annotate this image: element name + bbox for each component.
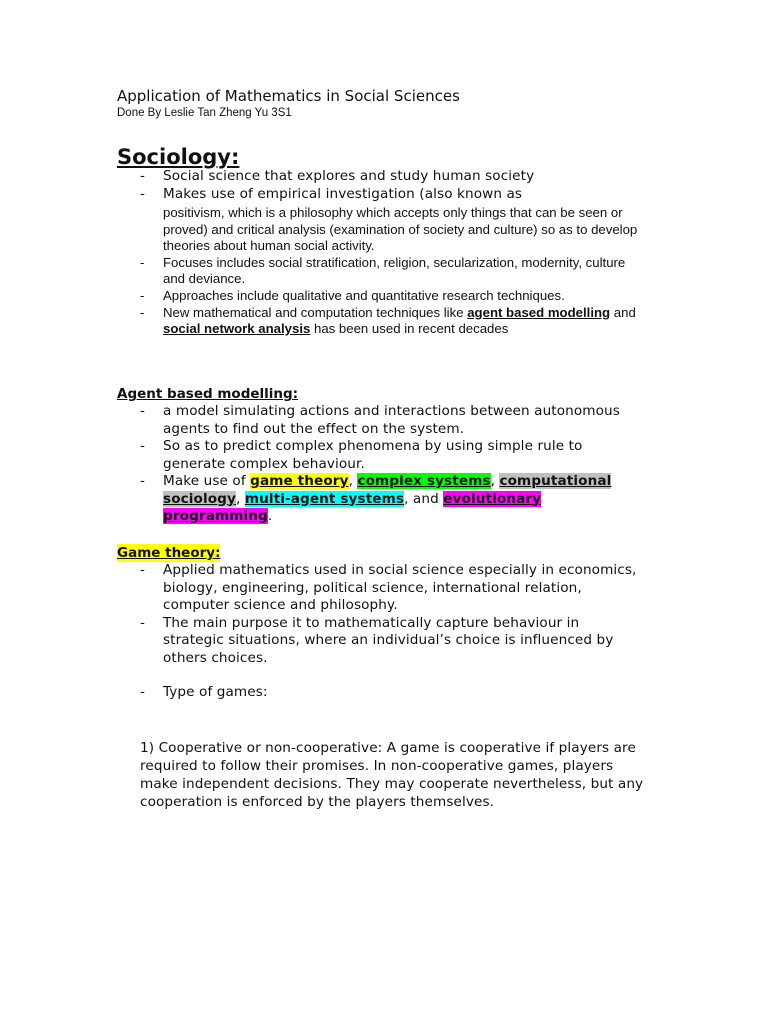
document-title: Application of Mathematics in Social Sciences — [117, 87, 460, 105]
list-item: - So as to predict complex phenomena by using simple rule to generate complex behaviour. — [140, 438, 583, 472]
bullet-dash: - — [140, 438, 146, 454]
list-item: - Makes use of empirical investigation (also known as — [140, 185, 523, 202]
list-item-continuation: positivism, which is a philosophy which accepts only things that can be seen or proved) and critical analysis (examination of society and culture) so as to develop theories about human social activity. — [163, 205, 638, 254]
bullet-dash: - — [140, 614, 146, 631]
list-item: - Focuses includes social stratification, religion, secularization, modernity, culture and deviance. — [140, 254, 626, 287]
bullet-dash: - — [140, 684, 146, 700]
bullet-dash: - — [140, 304, 145, 320]
list-item: - Approaches include qualitative and quantitative research techniques. — [140, 287, 565, 303]
term-social-network-analysis: social network analysis — [163, 321, 311, 337]
list-item: - a model simulating actions and interactions between autonomous agents to find out the effect on the system. — [140, 403, 620, 437]
sociology-heading: Sociology: — [117, 145, 240, 169]
list-item: - Social science that explores and study human society — [140, 168, 535, 184]
bullet-dash: - — [140, 287, 145, 303]
list-item: - New mathematical and computation techniques like agent based modelling and social network analysis has been used in recent decades — [140, 304, 636, 337]
agent-based-list — [0, 403, 641, 526]
list-item: - Type of games: — [140, 684, 268, 700]
agent-based-heading: Agent based modelling: — [117, 386, 299, 402]
game-theory-list — [0, 562, 641, 702]
bullet-dash: - — [140, 185, 146, 202]
highlight-game-theory: game theory — [250, 473, 349, 489]
highlight-complex-systems: complex systems — [357, 473, 491, 489]
bullet-dash: - — [140, 473, 146, 489]
list-item: - Make use of game theory, complex systems, computational sociology, multi-agent systems, and evolutionary programming. — [140, 473, 612, 524]
list-item: - The main purpose it to mathematically capture behaviour in strategic situations, where an individual’s choice is influenced by others choices. — [140, 614, 614, 666]
list-item: - Applied mathematics used in social science especially in economics, biology, engineering, political science, international relation, computer science and philosophy. — [140, 562, 637, 613]
sociology-list — [0, 168, 641, 203]
bullet-dash: - — [140, 168, 146, 184]
bullet-dash: - — [140, 403, 146, 419]
bullet-dash: - — [140, 254, 145, 270]
term-agent-based-modelling: agent based modelling — [467, 304, 611, 320]
sociology-list-cont — [0, 205, 641, 338]
game-theory-heading: Game theory: — [117, 545, 221, 561]
highlight-evolutionary-programming: evolutionary programming — [163, 490, 542, 524]
highlight-multi-agent-systems: multi-agent systems — [244, 490, 405, 507]
bullet-dash: - — [140, 562, 146, 578]
cooperative-paragraph: 1) Cooperative or non-cooperative: A game is cooperative if players are required to follow their promises. In non-cooperative games, players make independent decisions. They may cooperate nevertheless, but any cooperation is enforced by the players themselves. — [140, 740, 644, 810]
highlight-computational-sociology: computational sociology — [163, 473, 612, 507]
author-line: Done By Leslie Tan Zheng Yu 3S1 — [117, 107, 292, 119]
